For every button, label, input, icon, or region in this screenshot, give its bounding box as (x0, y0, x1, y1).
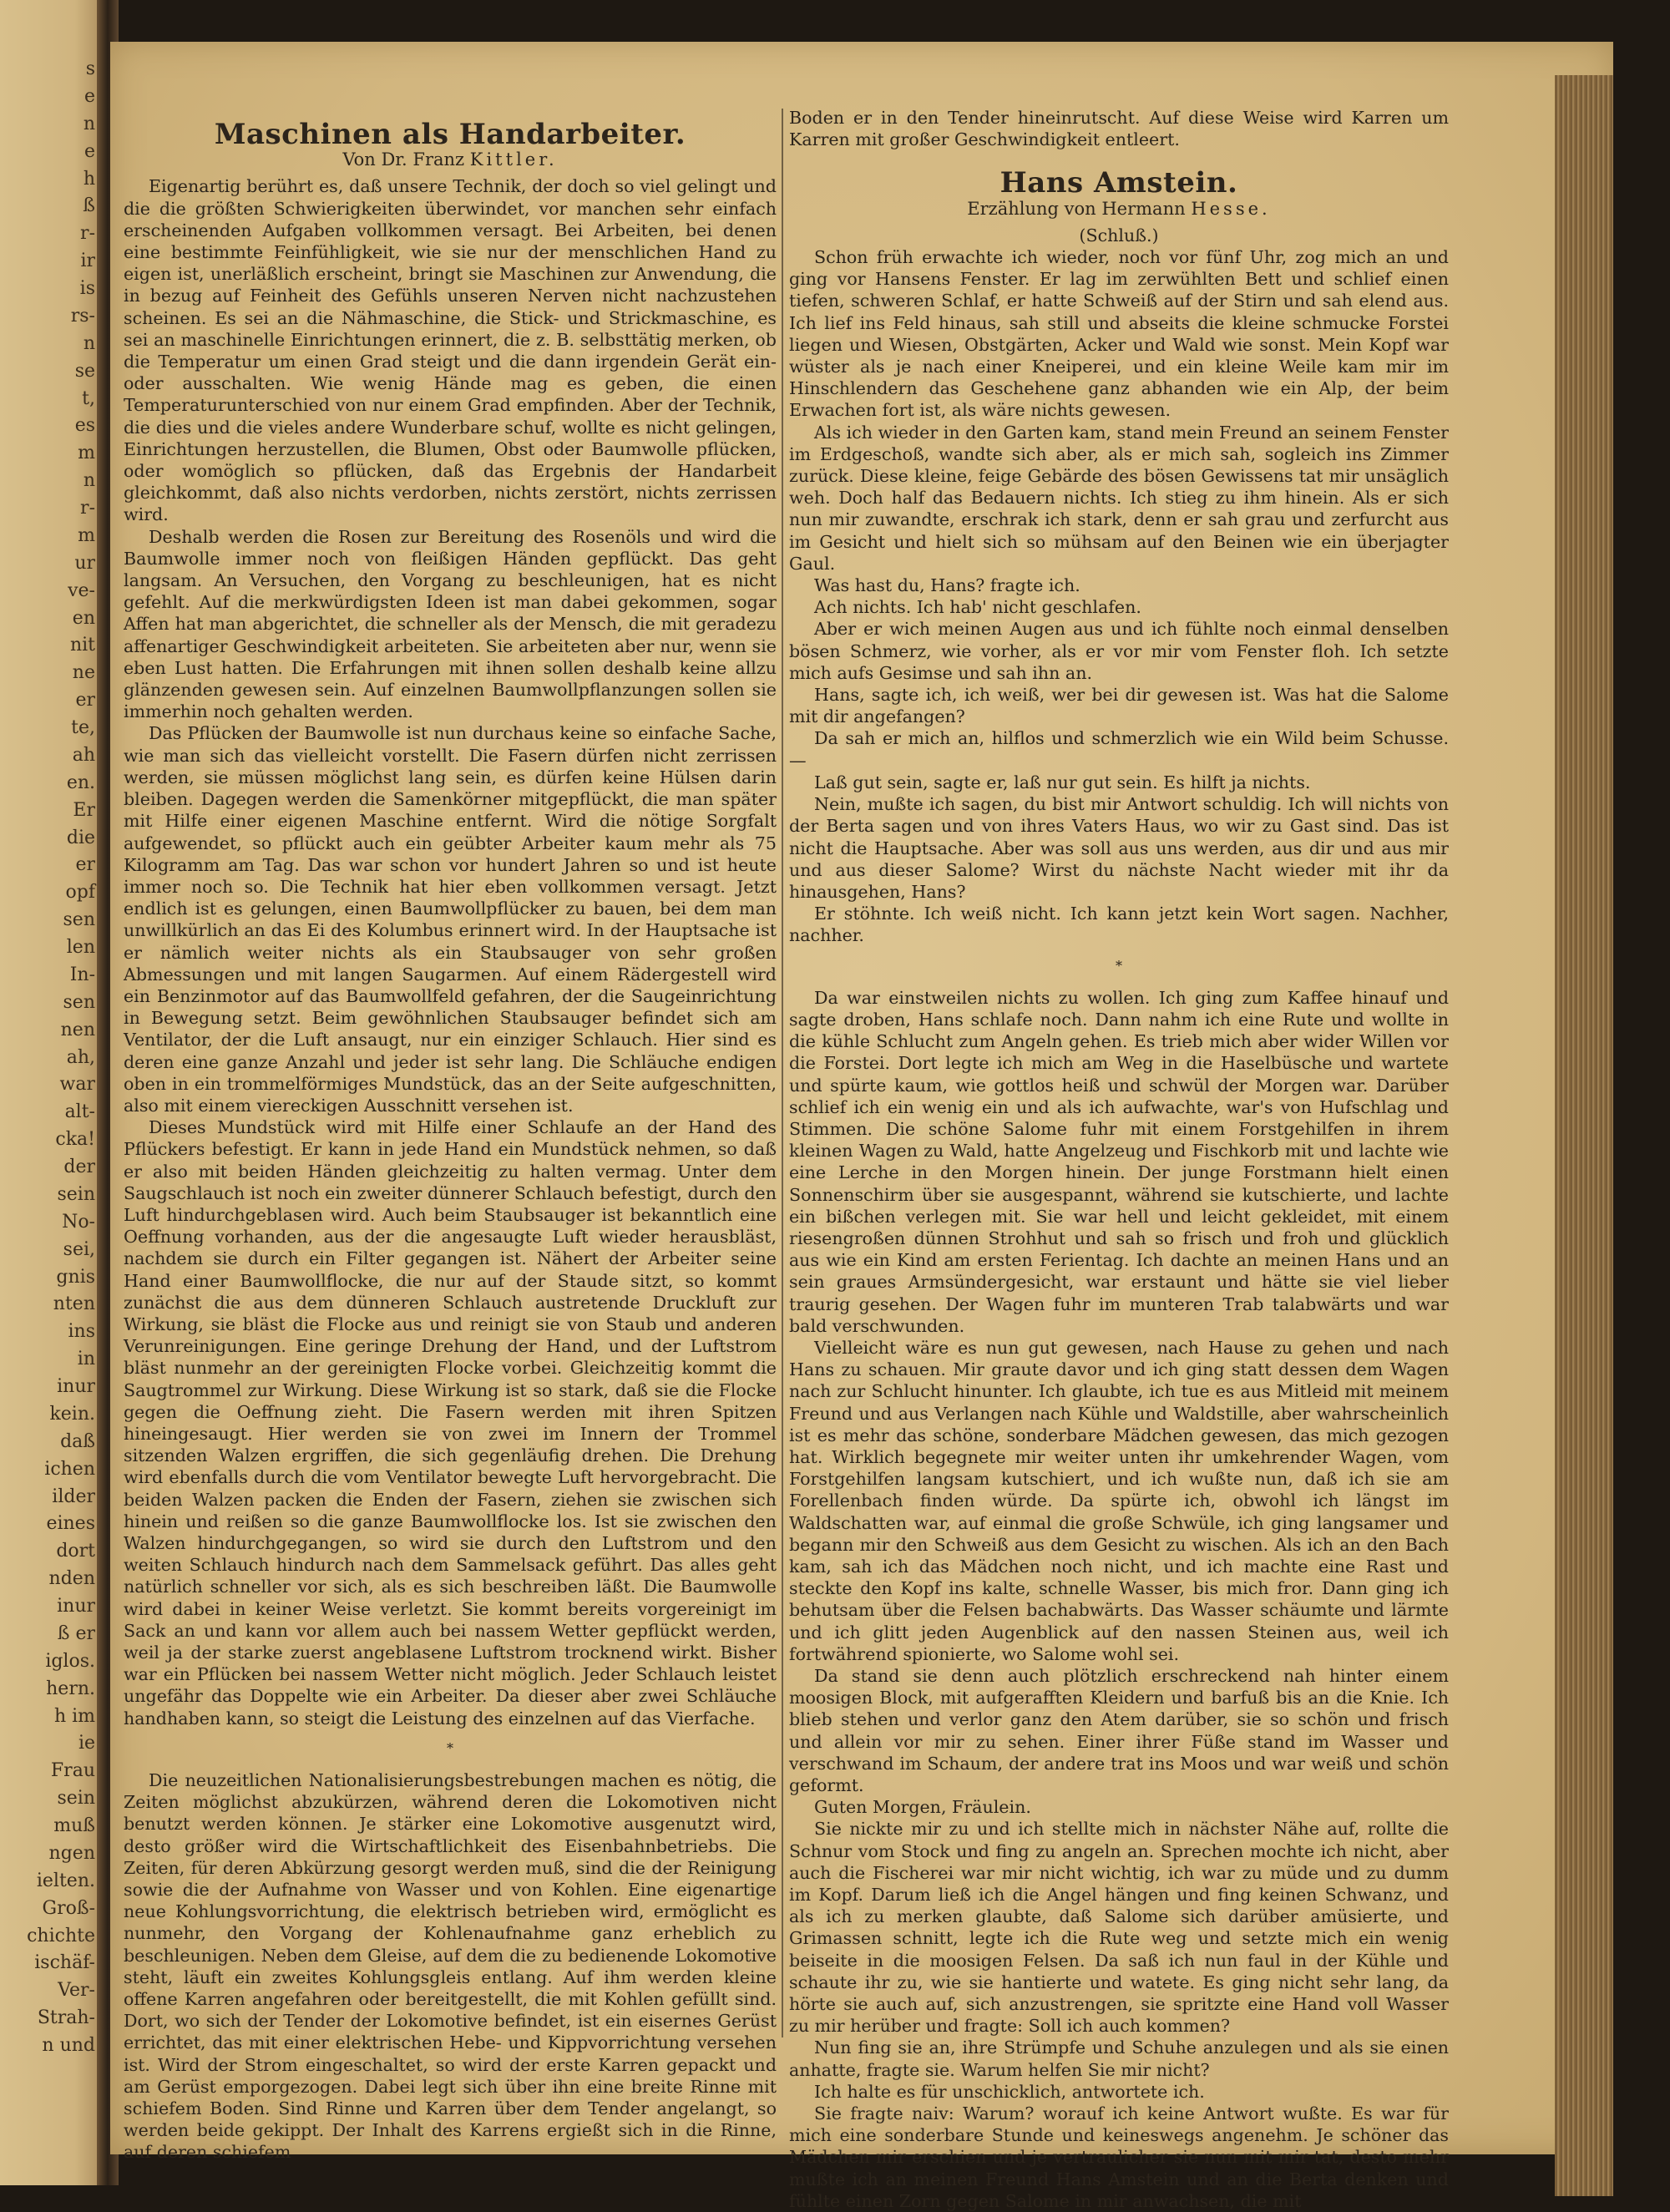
author-name: Kittler. (469, 149, 558, 170)
left-page-fragment: nten (53, 1293, 95, 1315)
paragraph: Aber er wich meinen Augen aus und ich fühlte noch einmal denselben bösen Schmerz, wie vorher, als er vor mir vom Fenster floh. Ich setzte mich aufs Gesimse und sah ihn an. (789, 619, 1449, 683)
paragraph: Die neuzeitlichen Nationalisierungsbestrebungen machen es nötig, die Zeiten möglichst abzukürzen, während deren die Lokomotiven nicht benutzt werden können. Je stärker eine Lokomotive ausgenutzt wird, desto größer wird die Wirtschaftlichkeit des Eisenbahnbetriebs. Die Zeiten, für deren Abkürzung gesorgt werden muß, sind die der Reinigung sowie die der Aufnahme von Wasser und von Kohlen. Eine eigenartige neue Kohlungsvorrichtung, die elektrisch betrieben wird, ermöglicht es nunmehr, den Vorgang der Kohlenaufnahme ganz erheblich zu beschleunigen. Neben dem Gleise, auf dem die zu bedienende Lokomotive steht, läuft ein zweites Kohlungsgleis entlang. Auf ihm werden kleine offene Karren angefahren oder bereitgestellt, die mit Kohlen gefüllt sind. Dort, wo sich der Tender der Lokomotive befindet, ist ein eisernes Gerüst errichtet, das mit einer elektrischen Hebe- und Kippvorrichtung versehen ist. Wird der Strom eingeschaltet, so wird der erste Karren gepackt und am Gerüst emporgezogen. Dabei legt sich über ihn eine breite Rinne mit schiefem Boden. Sind Rinne und Karren über dem Tender angelangt, so werden beide gekippt. Der Inhalt des Karrens ergießt sich in die Rinne, auf deren schiefem (124, 1770, 777, 2163)
left-page-fragment: kein. (49, 1403, 95, 1425)
left-page-fragment: te, (71, 717, 95, 739)
left-page-fragment: Ver- (58, 1980, 95, 2002)
byline-prefix: Von Dr. Franz (342, 149, 465, 170)
left-page-fragment: ie (78, 1733, 95, 1754)
left-page-fragment: die (66, 827, 95, 848)
left-page-fragment: rs- (70, 305, 95, 326)
left-page-fragment: ischäf- (34, 1952, 95, 1974)
left-page-fragment: e (84, 140, 95, 162)
paragraph: Guten Morgen, Fräulein. (814, 1797, 1031, 1818)
continuation-text: Boden er in den Tender hineinrutscht. Auf diese Weise wird Karren um Karren mit großer Geschwindigkeit entleert. (789, 108, 1449, 150)
left-page-fragment: h im (53, 1705, 95, 1727)
paragraph: Nein, mußte ich sagen, du bist mir Antwort schuldig. Ich will nichts von der Berta sagen und von ihres Vaters Haus, wo wir zu Gast sind. Das ist nicht die Hauptsache. Aber was soll aus uns werden, aus dir und aus mir und aus dieser Salome? Wirst du nächste Nacht wieder mit ihr da hinausgehen, Hans? (789, 794, 1449, 902)
left-page-fragment: m (78, 524, 95, 546)
left-page-fragment: m (78, 443, 95, 464)
left-page-fragment: sein (57, 1788, 95, 1810)
paragraph: Da sah er mich an, hilflos und schmerzlich wie ein Wild beim Schusse. — (789, 728, 1449, 771)
article-byline (124, 149, 777, 170)
left-page-fragment: Strah- (37, 2007, 95, 2029)
left-page-fragment: n und (42, 2035, 95, 2057)
paragraph: Als ich wieder in den Garten kam, stand mein Freund an seinem Fenster im Erdgeschoß, wandte sich aber, als er mich sah, sogleich ins Zimmer zurück. Diese kleine, feige Gebärde des bösen Gewissens tat mir unsäglich weh. Doch half das Bedauern nichts. Ich stieg zu ihm hinein. Als er sich nun mir zuwandte, erschrak ich stark, denn er sah grau und zerfurcht aus im Gesicht und hielt sich so mühsam auf den Beinen wie ein überjagter Gaul. (789, 422, 1449, 574)
left-page-fragment: hern. (46, 1678, 95, 1699)
left-page-fragment: nen (60, 1019, 95, 1040)
left-page-fragment: se (74, 360, 95, 382)
left-page-fragment: in (77, 1349, 95, 1370)
left-page-fragment: opf (65, 882, 95, 904)
left-page-fragment: inur (57, 1376, 95, 1398)
left-page-fragment: ve- (68, 580, 95, 601)
paragraph: Er stöhnte. Ich weiß nicht. Ich kann jetzt kein Wort sagen. Nachher, nachher. (789, 904, 1449, 946)
paragraph: Sie fragte naiv: Warum? worauf ich keine Antwort wußte. Es war für mich eine sonderbare Stunde und keineswegs angenehm. Je schöner das Mädchen mir erschien und je vertraulicher sie nun mit mir tat, desto mehr mußte ich an meinen Freund Hans Amstein und an die Berta denken und fühlte einen Zorn gegen Salome in mir anwachsen, die mit (789, 2103, 1449, 2211)
left-page-fragment: r- (80, 498, 95, 519)
paragraph: Da stand sie denn auch plötzlich erschreckend nah hinter einem moosigen Block, mit aufgerafften Kleidern und barfuß bis an die Knie. Ich blieb stehen und verlor ganz den Atem darüber, sie so schön und frisch und allein vor mir zu sehen. Einer ihrer Füße stand im Wasser und verschwand im Schaum, der andere trat ins Moos und war weiß und schön geformt. (789, 1666, 1449, 1796)
left-page-fragment: der (63, 1157, 95, 1178)
article-hans-amstein (789, 107, 1449, 2212)
left-page-fragment: sein (57, 1183, 95, 1205)
left-page-fragment: gnis (56, 1266, 95, 1288)
left-page-fragment: chichte (27, 1925, 95, 1946)
column-rule (782, 109, 783, 2037)
left-page-fragment: ilder (52, 1486, 95, 1507)
left-page-fragment: muß (53, 1815, 95, 1837)
left-page-fragment: Er (73, 799, 95, 821)
left-page-fragment: No- (62, 1211, 95, 1233)
paragraph: Dieses Mundstück wird mit Hilfe einer Schlaufe an der Hand des Pflückers befestigt. Er kann in jede Hand ein Mundstück nehmen, so daß er also mit beiden Händen gleichzeitig zu halten vermag. Unter dem Saugschlauch ist noch ein zweiter dünnerer Schlauch befestigt, durch den Luft hindurchgeblasen wird. Auch beim Staubsauger ist bekanntlich eine Oeffnung vorhanden, aus der die angesaugte Luft wieder herausbläst, nachdem sie durch ein Filter gegangen ist. Nähert der Arbeiter seine Hand einer Baumwollflocke, die nur auf der Staude sitzt, so kommt zunächst die aus dem dünneren Schlauch austretende Druckluft zur Wirkung, sie bläst die Flocke aus und reinigt sie von Staub und anderen Verunreinigungen. Eine geringe Drehung der Hand, und der Luftstrom bläst nunmehr an der gereinigten Flocke vorbei. Gleichzeitig kommt die Saugtrommel zur Wirkung. Diese Wirkung ist so stark, daß sie die Flocke gegen die Oeffnung zieht. Die Fasern werden mit ihren Spitzen hineingesaugt. Hier werden sie von zwei im Innern der Trommel sitzenden Walzen ergriffen, die sich gegenläufig drehen. Die Drehung wird ebenfalls durch die vom Ventilator bewegte Luft hervorgebracht. Die beiden Walzen packen die Enden der Fasern, ziehen sie zwischen sich hinein und reißen so die ganze Baumwollflocke los. Ist sie zwischen den Walzen hindurchgegangen, so wird sie durch den Luftstrom und den weiten Schlauch hindurch nach dem Sammelsack geführt. Das alles geht natürlich schneller vor sich, als es sich beschreiben läßt. Die Baumwolle wird dabei in keiner Weise verletzt. Sie kommt bereits vorgereinigt im Sack an und kann vor allem auch bei nassem Wetter gepflückt werden, weil ja der starke zuerst angeblasene Luftstrom trocknend wirkt. Bisher war ein Pflücken bei nassem Wetter nicht möglich. Jeder Schlauch leistet ungefähr das Doppelte wie ein Arbeiter. Da dieser aber zwei Schläuche handhaben kann, so steigt die Leistung des einzelnen auf das Vierfache. (124, 1117, 777, 1729)
left-page-fragment: nden (48, 1568, 95, 1590)
byline-prefix: Erzählung von Hermann (967, 198, 1186, 219)
left-page-fragment: eines (46, 1513, 95, 1535)
left-page-fragment: ielten. (36, 1870, 95, 1891)
paragraph: Laß gut sein, sagte er, laß nur gut sein. Es hilft ja nichts. (814, 772, 1311, 792)
paragraph: Schon früh erwachte ich wieder, noch vor fünf Uhr, zog mich an und ging vor Hansens Fenster. Er lag im zerwühlten Bett und schlief einen tiefen, schweren Schlaf, er hatte Schweiß auf der Stirn und sah elend aus. Ich lief ins Feld hinaus, sah still und abseits die kleine schmucke Forstei liegen und Wiesen, Obstgärten, Acker und Wald wie sonst. Mein Kopf war wüster als je nach einer Kneiperei, und ein kleine Weile kam mir im Hinschlendern das Geschehene ganz abhanden wie ein Alp, der beim Erwachen fort ist, als wäre nichts gewesen. (789, 247, 1449, 421)
left-page-fragment: t, (82, 387, 95, 409)
left-page-fragment: n (83, 470, 95, 492)
left-page-fragment: cka! (55, 1129, 95, 1151)
left-page-fragment: In- (69, 964, 95, 985)
left-page-fragment: nit (69, 635, 95, 656)
left-page-fragment: ne (72, 662, 95, 684)
left-page-fragment: s (85, 58, 95, 79)
left-page-fragment: war (59, 1074, 95, 1096)
author-name: Hesse. (1191, 198, 1271, 219)
paragraph: Da war einstweilen nichts zu wollen. Ich ging zum Kaffee hinauf und sagte droben, Hans schlafe noch. Dann nahm ich eine Rute und wollte in die kühle Schlucht zum Angeln gehen. Es trieb mich aber wider Willen vor die Forstei. Dort legte ich mich am Weg in die Haselbüsche und wartete und spürte kaum, wie gottlos heiß und schwül der Morgen war. Darüber schlief ich ein wenig ein und als ich aufwachte, war's von Hufschlag und Stimmen. Die schöne Salome fuhr mit einem Forstgehilfen in ihrem kleinen Wagen zu Wald, hatte Angelzeug und Fischkorb mit und lachte wie eine Lerche in den Morgen hinein. Der junge Forstmann hielt einen Sonnenschirm über sie ausgespannt, während sie kutschierte, und lachte ein bißchen verlegen mit. Sie war hell und leicht gekleidet, mit einem riesengroßen dünnen Strohhut und sah so frisch und froh und glücklich aus wie ein Kind am ersten Ferientag. Ich dachte an meinen Hans und an sein graues Armsündergesicht, war erstaunt und hätte sie viel lieber traurig gesehen. Der Wagen fuhr im munteren Trab talabwärts und war bald verschwunden. (789, 987, 1449, 1336)
subtitle: (Schluß.) (1079, 225, 1159, 245)
paragraph: Ich halte es für unschicklich, antwortete ich. (814, 2081, 1205, 2102)
left-page-fragment: len (66, 937, 95, 959)
left-page-fragment: en. (66, 772, 95, 793)
paragraph: Vielleicht wäre es nun gut gewesen, nach Hause zu gehen und nach Hans zu schauen. Mir graute davor und ich ging statt dessen dem Wagen nach zur Schlucht hinunter. Ich glaubte, ich tue es aus Mitleid mit meinem Freund und aus Verlangen nach Kühle und Waldstille, aber wahrscheinlich ist es mehr das schöne, sonderbare Mädchen gewesen, das mich gezogen hat. Wirklich begegnete mir weiter unten ihr umkehrender Wagen, vom Forstgehilfen langsam kutschiert, und ich wußte nun, daß ich sie am Forellenbach finden würde. Da spürte ich, obwohl ich längst im Waldschatten war, auf einmal die große Schwüle, ich ging langsamer und begann mir den Schweiß aus dem Gesicht zu wischen. Als ich an den Bach kam, sah ich das Mädchen noch nicht, und ich machte eine Rast und steckte den Kopf ins kalte, schnelle Wasser, bis mich fror. Dann ging ich behutsam über die Felsen bachabwärts. Das Wasser schäumte und lärmte und ich glitt jeden Augenblick auf den nassen Steinen aus, weil ich fortwährend spionierte, wo Salome wohl sei. (789, 1337, 1449, 1664)
article-title: Maschinen als Handarbeiter. (214, 118, 686, 151)
paragraph: Das Pflücken der Baumwolle ist nun durchaus keine so einfache Sache, wie man sich das vielleicht vorstellt. Die Fasern dürfen nicht zerrissen werden, sie müssen möglichst lang sein, es dürfen keine Hülsen darin bleiben. Dagegen werden die Samenkörner mitgepflückt, die man später mit Hilfe einer eigenen Maschine entfernt. Wird die nötige Sorgfalt aufgewendet, so pflückt auch ein geübter Arbeiter kaum mehr als 75 Kilogramm am Tag. Das war schon vor hundert Jahren so und ist heute immer noch so. Die Technik hat hier eben vollkommen versagt. Jetzt endlich ist es gelungen, einen Baumwollpflücker zu bauen, bei dem man unwillkürlich an das Ei des Kolumbus erinnert wird. In der Hauptsache ist er nämlich weiter nichts als ein Staubsauger von sehr großen Abmessungen und mit langen Saugarmen. Auf einem Rädergestell wird ein Benzinmotor auf das Baumwollfeld gefahren, der die Saugeinrichtung in Bewegung setzt. Beim gewöhnlichen Staubsauger befindet sich am Ventilator, der die Luft ansaugt, nur ein einziger Schlauch. Hier sind es deren eine ganze Anzahl und jeder ist sehr lang. Die Schläuche endigen oben in ein trommelförmiges Mundstück, das an der Seite aufgeschnitten, also mit einem viereckigen Ausschnitt versehen ist. (124, 723, 777, 1116)
paragraph: Hans, sagte ich, ich weiß, wer bei dir gewesen ist. Was hat die Salome mit dir angefangen? (789, 685, 1449, 727)
previous-page-sliver (0, 0, 107, 2185)
paragraph: Was hast du, Hans? fragte ich. (814, 575, 1080, 596)
left-page-fragment: Frau (50, 1760, 95, 1782)
left-page-fragment: daß (60, 1430, 95, 1452)
left-page-fragment: er (75, 690, 95, 711)
left-page-fragment: e (84, 85, 95, 107)
left-page-fragment: ur (74, 552, 95, 574)
article-title: Hans Amstein. (999, 166, 1238, 200)
paragraph: Deshalb werden die Rosen zur Bereitung des Rosenöls und wird die Baumwolle immer noch von fleißigen Händen gepflückt. Das geht langsam. An Versuchen, den Vorgang zu beschleunigen, hat es nicht gefehlt. Auf die merkwürdigsten Ideen ist man dabei gekommen, sogar Affen hat man abgerichtet, die schneller als der Mensch, die mit geradezu affenartiger Geschwindigkeit arbeiteten. Sie arbeiteten aber nur, wenn sie eben Lust hatten. Die Erfahrungen mit ihnen sollen deshalb keine allzu glänzenden gewesen sein. Auf einzelnen Baumwollpflanzungen sollen sie immerhin noch gehalten werden. (124, 526, 777, 722)
left-page-fragment: ß er (57, 1622, 95, 1644)
left-page-fragment: n (83, 332, 95, 354)
left-page-fragment: es (74, 415, 95, 437)
article-byline (789, 198, 1449, 220)
left-page-fragment: ir (80, 251, 95, 272)
left-page-fragment: sen (63, 909, 95, 931)
left-page-fragment: dort (56, 1541, 95, 1562)
left-page-fragment: ah, (66, 1046, 95, 1068)
left-page-fragment: ß (83, 195, 95, 217)
left-page-fragment: r- (80, 223, 95, 245)
left-page-fragment: ah (72, 744, 95, 766)
paragraph: Sie nickte mir zu und ich stellte mich in nächster Nähe auf, rollte die Schnur vom Stock und fing zu angeln an. Sprechen mochte ich nicht, aber auch die Fischerei war mir nicht wichtig, ich war zu müde und zu dumm im Kopf. Darum ließ ich die Angel hängen und fing keinen Schwanz, und als ich zu merken glaubte, daß Salome sich darüber amüsierte, und Grimassen schnitt, legte ich die Rute weg und setzte mich ein wenig beiseite in die moosigen Felsen. Da saß ich nun faul in der Kühle und schaute ihr zu, wie sie hantierte und watete. Es ging nicht sehr lang, da hörte sie auch auf, sich anzustrengen, sie spritzte eine Hand voll Wasser zu mir herüber und fragte: Soll ich auch kommen? (789, 1819, 1449, 2037)
article-maschinen (124, 109, 777, 2164)
paragraph: Ach nichts. Ich hab' nicht geschlafen. (814, 597, 1141, 618)
left-page-fragment: sen (63, 991, 95, 1013)
left-page-fragment: en (72, 607, 95, 629)
left-page-fragment: is (79, 278, 95, 299)
left-page-fragment: inur (57, 1596, 95, 1617)
left-page-fragment: alt- (64, 1101, 95, 1123)
left-page-fragment: sei, (63, 1238, 95, 1260)
page-edges (1555, 75, 1613, 2196)
paragraph: Nun fing sie an, ihre Strümpfe und Schuhe anzulegen und als sie einen anhatte, fragte sie. Warum helfen Sie mir nicht? (789, 2037, 1449, 2080)
section-separator: * (1116, 957, 1122, 974)
left-page-fragment: er (75, 854, 95, 876)
left-page-fragment: Groß- (42, 1897, 95, 1919)
section-separator: * (447, 1739, 453, 1756)
left-page-fragment: ichen (44, 1458, 95, 1480)
left-page-fragment: n (83, 113, 95, 134)
left-page-fragment: ngen (48, 1842, 95, 1864)
left-page-fragment: h (83, 168, 95, 190)
paragraph: Eigenartig berührt es, daß unsere Technik, der doch so viel gelingt und die die größten Schwierigkeiten überwindet, vor manchen sehr einfach erscheinenden Aufgaben vollkommen versagt. Bei Arbeiten, bei denen eine bestimmte Feinfühligkeit, wie sie nur der menschlichen Hand zu eigen ist, unerläßlich erscheint, bringt sie Maschinen zur Anwendung, die in bezug auf Feinheit des Gefühls unseren Nerven nicht nachzustehen scheinen. Es sei an die Nähmaschine, die Stick- und Strickmaschine, es sei an maschinelle Einrichtungen erinnert, die z. B. selbsttätig merken, ob die Temperatur um einen Grad steigt und die dann irgendein Gerät ein- oder ausschalten. Wie wenig Hände mag es geben, die einen Temperaturunterschied von nur einem Grad empfinden. Aber der Technik, die dies und die vieles andere Wunderbare schuf, wollte es nicht gelingen, Einrichtungen herzustellen, die Blumen, Obst oder Baumwolle pflücken, oder womöglich so pflücken, daß das Ergebnis der Handarbeit gleichkommt, daß also nichts verdorben, nichts zerstört, nichts zerrissen wird. (124, 176, 777, 525)
left-page-fragment: iglos. (45, 1650, 95, 1672)
left-page-fragment: ins (68, 1321, 95, 1343)
